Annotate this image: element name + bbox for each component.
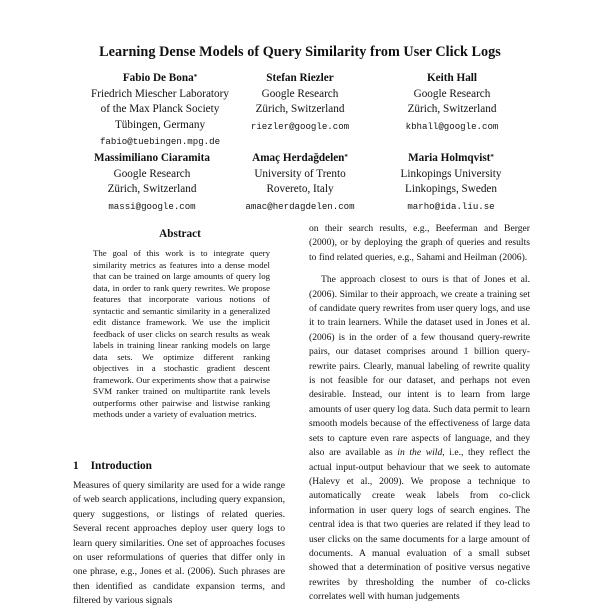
- author-affiliation: Google Research: [261, 87, 339, 100]
- author-affiliation: Linkopings University: [400, 167, 502, 180]
- emphasis: in the wild: [397, 447, 443, 459]
- author-email: marho@ida.liu.se: [407, 200, 495, 212]
- author-email: fabio@tuebingen.mpg.de: [99, 136, 221, 147]
- author-email: amac@herdagdelen.com: [245, 200, 355, 212]
- author-email: kbhall@google.com: [405, 120, 499, 132]
- author-location: Zürich, Switzerland: [107, 183, 197, 195]
- author-location: Rovereto, Italy: [266, 183, 334, 195]
- author-email: massi@google.com: [108, 200, 196, 212]
- author-affiliation: University of Trento: [254, 167, 346, 180]
- author-location: Tübingen, Germany: [114, 118, 206, 131]
- section-heading: [73, 460, 152, 472]
- author-block: [357, 71, 547, 134]
- author-name: Maria Holmqvist*: [408, 152, 494, 164]
- section-title: Introduction: [90, 460, 152, 472]
- abstract-body: [93, 248, 270, 421]
- author-affiliation: Google Research: [413, 87, 491, 100]
- right-column: [309, 222, 530, 605]
- author-affiliation: Friedrich Miescher Laboratory: [91, 87, 229, 100]
- abstract-heading: Abstract: [159, 228, 201, 240]
- author-name: Massimiliano Ciaramita: [94, 152, 210, 164]
- author-name: Fabio De Bona*: [122, 72, 198, 84]
- paper-title: Learning Dense Models of Query Similarity from User Click Logs: [99, 44, 501, 60]
- author-block: [356, 151, 546, 214]
- abstract-text: The goal of this work is to integrate query similarity metrics as features into a dense model that can be trained on large amounts of query log data, in order to rank query rewrites. We propose features that incorporate various notions of syntactic and semantic similarity in a generalized edit distance framework. We use the implicit feedback of user clicks on search results as weak labels in training linear ranking models on large data sets. We optimize different ranking objectives in a stochastic gradient descent framework. Our experiments show that a pairwise SVM ranker trained on multipartite rank levels outperforms other pairwise and listwise ranking methods under a variety of evaluation metrics.: [93, 248, 270, 419]
- author-name: Stefan Riezler: [266, 72, 334, 84]
- intro-body: [73, 479, 285, 609]
- author-email: riezler@google.com: [250, 120, 350, 132]
- author-affiliation: of the Max Planck Society: [100, 103, 220, 115]
- author-location: Zürich, Switzerland: [255, 103, 345, 115]
- paragraph-continued: on their search results, e.g., Beeferman and Berger (2000), or by deploying the graph of queries and results to find related queries, e.g., Sahami and Heilman (2006).: [309, 223, 530, 263]
- author-location: Zürich, Switzerland: [407, 103, 497, 115]
- author-affiliation: Google Research: [113, 167, 191, 180]
- intro-paragraph: Measures of query similarity are used for a wide range of web search applications, including query expansion, query suggestions, or listings of related queries. Several recent approaches deploy user query logs to learn query similarities. One set of approaches focuses on user reformulations of queries that differ only in one phrase, e.g., Jones et al. (2006). Such phrases are then identified as candidate expansion terms, and filtered by various signals: [73, 480, 285, 607]
- section-number: 1: [73, 460, 79, 472]
- paragraph-related-work: The approach closest to ours is that of Jones et al. (2006). Similar to their approach, we create a training set of candidate query rewrites from user query logs, and use it to train learners. While the dataset used in Jones et al. (2006) is in the order of a few thousand query-rewrite pairs, our dataset comprises around 1 billion query-rewrite pairs. Clearly, manual labeling of rewrite quality is not feasible for our dataset, and perhaps not even desirable. Instead, our intent is to learn from large amounts of user query log data. Such data permit to learn smooth models because of the effectiveness of large data sets to capture even rare aspects of language, and they also are available as in the wild, i.e., they reflect the actual input-output behaviour that we seek to automate (Halevy et al., 2009). We propose a technique to automatically create weak labels from co-click information in user query logs of search engines. The central idea is that two queries are related if they lead to user clicks on the same documents for a large amount of documents. A manual evaluation of a small subset showed that a determination of positive versus negative rewrites by thresholding the number of co-clicks correlates well with human judgements: [309, 274, 530, 603]
- author-name: Amaç Herdağdelen*: [252, 152, 348, 164]
- author-location: Linkopings, Sweden: [405, 183, 497, 195]
- author-name: Keith Hall: [426, 72, 478, 84]
